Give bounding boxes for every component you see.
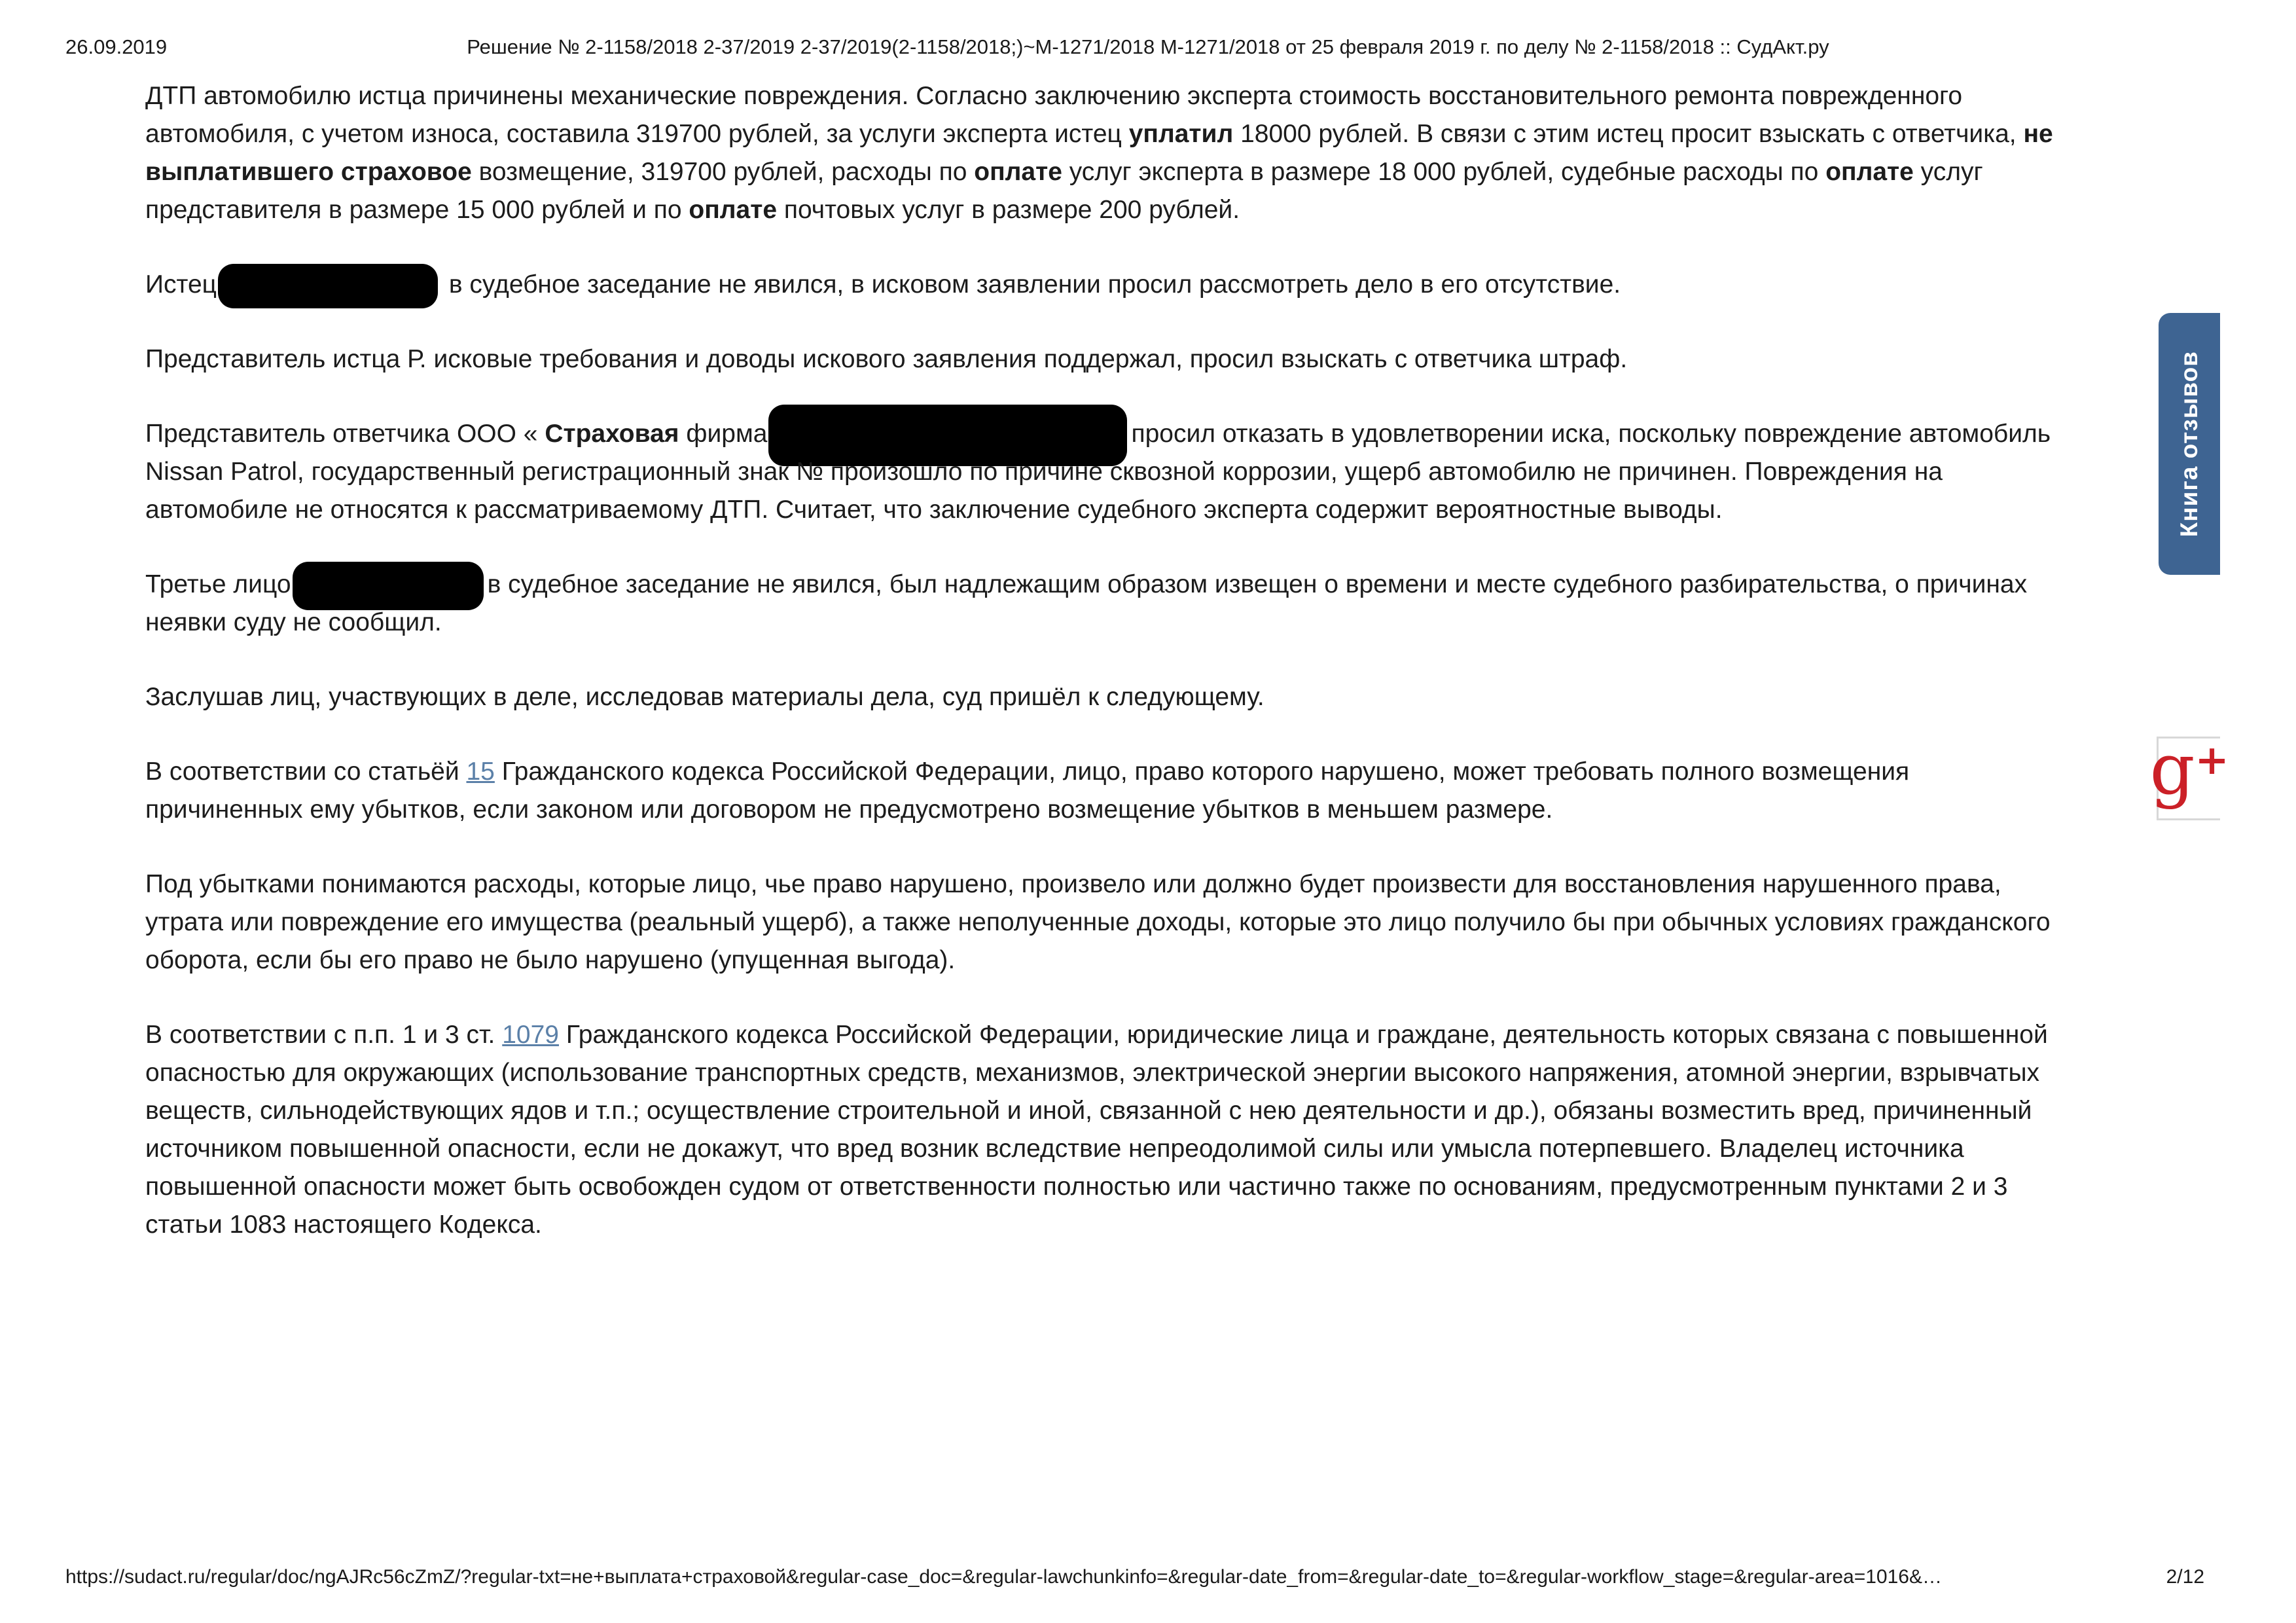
google-plus-icon: g	[2149, 729, 2195, 811]
text-run: 18000 рублей. В связи с этим истец просит взыскать с ответчика,	[1233, 120, 2024, 148]
redaction-box	[293, 562, 484, 610]
text-run: Представитель ответчика ООО «	[145, 420, 545, 448]
text-run: ДТП автомобилю истца причинены механические повреждения. Согласно заключению эксперта стоимость восстановительного ремонта поврежденного автомобиля, с учетом износа, составила 319700 рублей, за услуги эксперта истец	[145, 82, 1963, 148]
paragraph	[145, 753, 2068, 829]
page-title: Решение № 2-1158/2018 2-37/2019 2-37/2019(2-1158/2018;)~М-1271/2018 М-1271/2018 от 25 февраля 2019 г. по делу № 2-1158/2018 :: СудАкт.ру	[467, 35, 1829, 58]
text-run: почтовых услуг в размере 200 рублей.	[777, 196, 1240, 224]
text-run: услуг представителя в размере 15 000 рублей и по	[145, 158, 1983, 224]
source-url: https://sudact.ru/regular/doc/ngAJRc56cZmZ/?regular-txt=не+выплата+страховой&regular-case_doc=&regular-lawchunkinfo=&regular-date_from=&regular-date_to=&regular-workflow_stage=&regular-area=1016&…	[65, 1566, 1942, 1588]
text-run: В соответствии с п.п. 1 и 3 ст.	[145, 1021, 503, 1049]
feedback-tab[interactable]	[2159, 313, 2220, 575]
bold-text-run: оплате	[1825, 158, 1914, 186]
paragraph	[145, 415, 2068, 529]
bold-text-run: оплате	[974, 158, 1062, 186]
text-run: Заслушав лиц, участвующих в деле, исследовав материалы дела, суд пришёл к следующему.	[145, 683, 1265, 711]
redaction-box	[218, 264, 438, 308]
bold-text-run: не выплатившего страховое	[145, 120, 2053, 186]
document-body	[145, 77, 2068, 1281]
text-run: услуг эксперта в размере 18 000 рублей, судебные расходы по	[1062, 158, 1826, 186]
statute-link[interactable]: 15	[466, 757, 495, 786]
text-run: в судебное заседание не явился, в исковом заявлении просил рассмотреть дело в его отсутствие.	[441, 270, 1621, 299]
page-number: 2/12	[2166, 1566, 2204, 1588]
text-run: Под убытками понимаются расходы, которые лицо, чье право нарушено, произвело или должно будет произвести для восстановления нарушенного права, утрата или повреждение его имущества (реальный ущерб), а также неполученные доходы, которые это лицо получило бы при обычных условиях гражданского оборота, если бы его право не было нарушено (упущенная выгода).	[145, 870, 2051, 974]
text-run: в судебное заседание не явился, был надлежащим образом извещен о времени и месте судебного разбирательства, о причинах неявки суду не сообщил.	[145, 570, 2028, 636]
paragraph	[145, 678, 2068, 716]
redaction-box	[768, 405, 1127, 466]
text-run: просил отказать в удовлетворении иска, поскольку повреждение автомобиль Nissan Patrol, государственный регистрационный знак № произошло по причине сквозной коррозии, ущерб автомобилю не причинен. Повреждения на автомобиле не относятся к рассматриваемому ДТП. Считает, что заключение судебного эксперта содержит вероятностные выводы.	[145, 420, 2051, 524]
google-plus-button[interactable]	[2149, 729, 2229, 820]
paragraph	[145, 566, 2068, 642]
paragraph	[145, 340, 2068, 378]
text-run: Гражданского кодекса Российской Федерации, лицо, право которого нарушено, может требовать полного возмещения причиненных ему убытков, если законом или договором не предусмотрено возмещение убытков в меньшем размере.	[145, 757, 1910, 824]
paragraph	[145, 866, 2068, 979]
paragraph	[145, 77, 2068, 229]
bold-text-run: оплате	[689, 196, 778, 224]
print-footer	[0, 1566, 2296, 1592]
paragraph	[145, 266, 2068, 304]
text-run: фирма	[679, 420, 768, 448]
bold-text-run: уплатил	[1128, 120, 1234, 148]
text-run: Третье лицо	[145, 570, 291, 598]
paragraph	[145, 1016, 2068, 1244]
google-plus-icon-plus: +	[2195, 736, 2229, 784]
bold-text-run: Страховая	[545, 420, 679, 448]
feedback-tab-label: Книга отзывов	[2176, 350, 2202, 538]
text-run: Гражданского кодекса Российской Федерации, юридические лица и граждане, деятельность которых связана с повышенной опасностью для окружающих (использование транспортных средств, механизмов, электрической энергии высокого напряжения, атомной энергии, взрывчатых веществ, сильнодействующих ядов и т.п.; осуществление строительной и иной, связанной с нею деятельности и др.), обязаны возместить вред, причиненный источником повышенной опасности, если не докажут, что вред возник вследствие непреодолимой силы или умысла потерпевшего. Владелец источника повышенной опасности может быть освобожден судом от ответственности полностью или частично также по основаниям, предусмотренным пунктами 2 и 3 статьи 1083 настоящего Кодекса.	[145, 1021, 2048, 1239]
text-run: возмещение, 319700 рублей, расходы по	[471, 158, 975, 186]
statute-link[interactable]: 1079	[502, 1021, 559, 1049]
text-run: В соответствии со статьёй	[145, 757, 467, 786]
print-header	[0, 35, 2296, 64]
text-run: Истец	[145, 270, 217, 299]
print-date: 26.09.2019	[65, 35, 168, 58]
text-run: Представитель истца Р. исковые требования и доводы искового заявления поддержал, просил взыскать с ответчика штраф.	[145, 345, 1628, 373]
